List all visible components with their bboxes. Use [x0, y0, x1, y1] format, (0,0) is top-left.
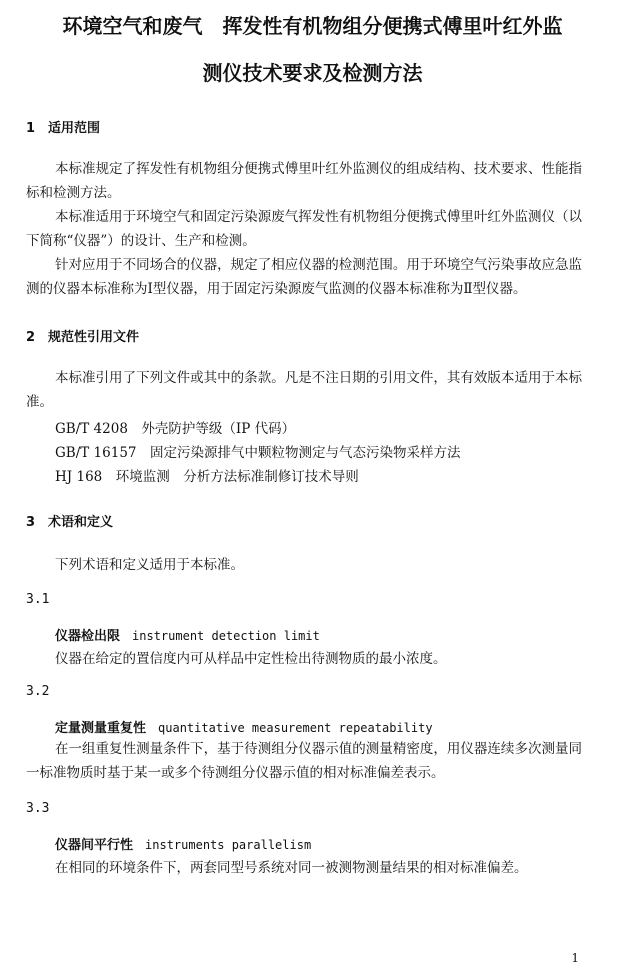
- section-1-paragraph-2: 本标准适用于环境空气和固定污染源废气挥发性有机物组分便携式傅里叶红外监测仪（以下简称“仪器”）的设计、生产和检测。: [26, 209, 582, 249]
- section-3-heading: 3 术语和定义: [26, 515, 114, 530]
- term-number: 3.1: [26, 592, 50, 607]
- section-3-paragraph-1: 下列术语和定义适用于本标准。: [55, 557, 244, 573]
- term-title-zh: 定量测量重复性: [55, 721, 147, 736]
- term-title: [55, 717, 433, 736]
- term-title: [55, 625, 320, 644]
- section-1-paragraph-1: 本标准规定了挥发性有机物组分便携式傅里叶红外监测仪的组成结构、技术要求、性能指标和检测方法。: [26, 161, 582, 201]
- reference-item: GB/T 4208 外壳防护等级（IP 代码）: [55, 421, 296, 437]
- page-number: 1: [571, 951, 579, 965]
- section-1-paragraph-3: 针对应用于不同场合的仪器，规定了相应仪器的检测范围。用于环境空气污染事故应急监测的仪器本标准称为Ⅰ型仪器，用于固定污染源废气监测的仪器本标准称为Ⅱ型仪器。: [26, 257, 582, 297]
- reference-item: HJ 168 环境监测 分析方法标准制修订技术导则: [55, 469, 359, 485]
- document-title-line1: 环境空气和废气 挥发性有机物组分便携式傅里叶红外监: [62, 14, 563, 38]
- term-title: [55, 834, 311, 853]
- term-title-en: instrument detection limit: [132, 629, 320, 643]
- term-title-zh: 仪器检出限: [55, 629, 121, 644]
- term-definition: 在相同的环境条件下，两套同型号系统对同一被测物测量结果的相对标准偏差。: [55, 860, 528, 876]
- document-title-line2: 测仪技术要求及检测方法: [202, 61, 423, 85]
- term-definition: 在一组重复性测量条件下，基于待测组分仪器示值的测量精密度，用仪器连续多次测量同一标准物质时基于某一或多个待测组分仪器示值的相对标准偏差表示。: [26, 741, 582, 781]
- term-title-zh: 仪器间平行性: [55, 838, 134, 853]
- term-number: 3.2: [26, 684, 50, 699]
- section-2-paragraph-1: 本标准引用了下列文件或其中的条款。凡是不注日期的引用文件，其有效版本适用于本标准。: [26, 370, 582, 410]
- section-2-heading: 2 规范性引用文件: [26, 330, 140, 345]
- term-title-en: quantitative measurement repeatability: [158, 721, 433, 735]
- section-1-heading: 1 适用范围: [26, 121, 101, 136]
- reference-item: GB/T 16157 固定污染源排气中颗粒物测定与气态污染物采样方法: [55, 445, 461, 461]
- term-definition: 仪器在给定的置信度内可从样品中定性检出待测物质的最小浓度。: [55, 651, 447, 667]
- term-title-en: instruments parallelism: [145, 838, 312, 852]
- term-number: 3.3: [26, 801, 50, 816]
